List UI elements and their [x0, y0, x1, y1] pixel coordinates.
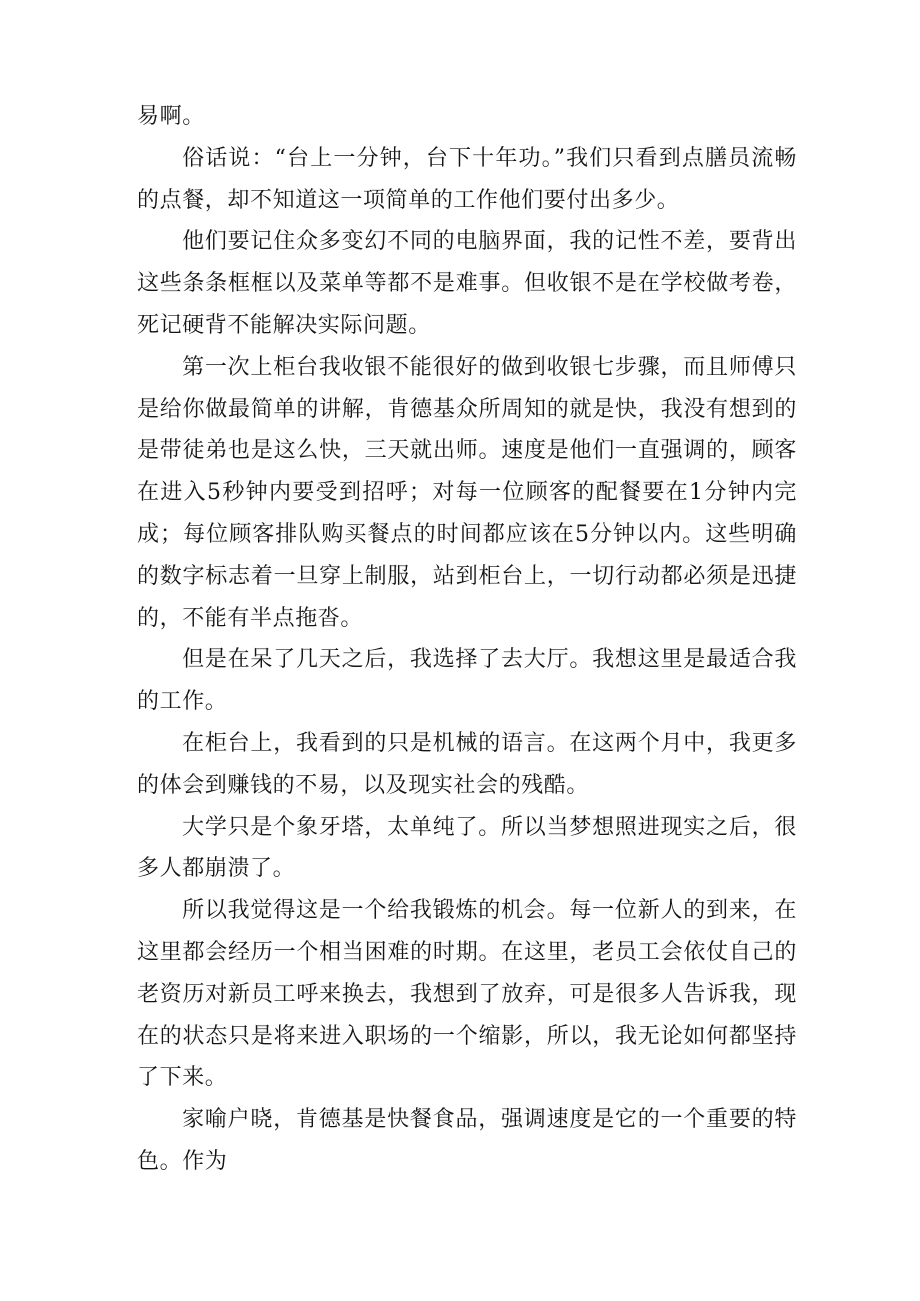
paragraph-3: 他们要记住众多变幻不同的电脑界面，我的记性不差，要背出这些条条框框以及菜单等都不是难事。但收银不是在学校做考卷，死记硬背不能解决实际问题。	[137, 229, 797, 338]
paragraph-4: 第一次上柜台我收银不能很好的做到收银七步骤，而且师傅只是给你做最简单的讲解，肯德基众所周知的就是快，我没有想到的是带徒弟也是这么快，三天就出师。速度是他们一直强调的，顾客在进入5秒钟内要受到招呼；对每一位顾客的配餐要在1分钟内完成；每位顾客排队购买餐点的时间都应该在5分钟以内。这些明确的数字标志着一旦穿上制服，站到柜台上，一切行动都必须是迅捷的，不能有半点拖沓。	[137, 354, 797, 631]
paragraph-9: 家喻户晓，肯德基是快餐食品，强调速度是它的一个重要的特色。作为	[137, 1107, 797, 1174]
paragraph-1: 易啊。	[137, 104, 205, 129]
paragraph-8: 所以我觉得这是一个给我锻炼的机会。每一位新人的到来，在这里都会经历一个相当困难的时期。在这里，老员工会依仗自己的老资历对新员工呼来换去，我想到了放弃，可是很多人告诉我，现在的状态只是将来进入职场的一个缩影，所以，我无论如何都坚持了下来。	[137, 898, 797, 1091]
paragraph-2: 俗话说：“台上一分钟，台下十年功。”我们只看到点膳员流畅的点餐，却不知道这一项简单的工作他们要付出多少。	[137, 145, 797, 213]
paragraph-7: 大学只是个象牙塔，太单纯了。所以当梦想照进现实之后，很多人都崩溃了。	[137, 814, 797, 882]
document-body	[137, 96, 797, 1183]
paragraph-6: 在柜台上，我看到的只是机械的语言。在这两个月中，我更多的体会到赚钱的不易，以及现实社会的残酷。	[137, 730, 797, 798]
paragraph-5: 但是在呆了几天之后，我选择了去大厅。我想这里是最适合我的工作。	[137, 647, 797, 715]
